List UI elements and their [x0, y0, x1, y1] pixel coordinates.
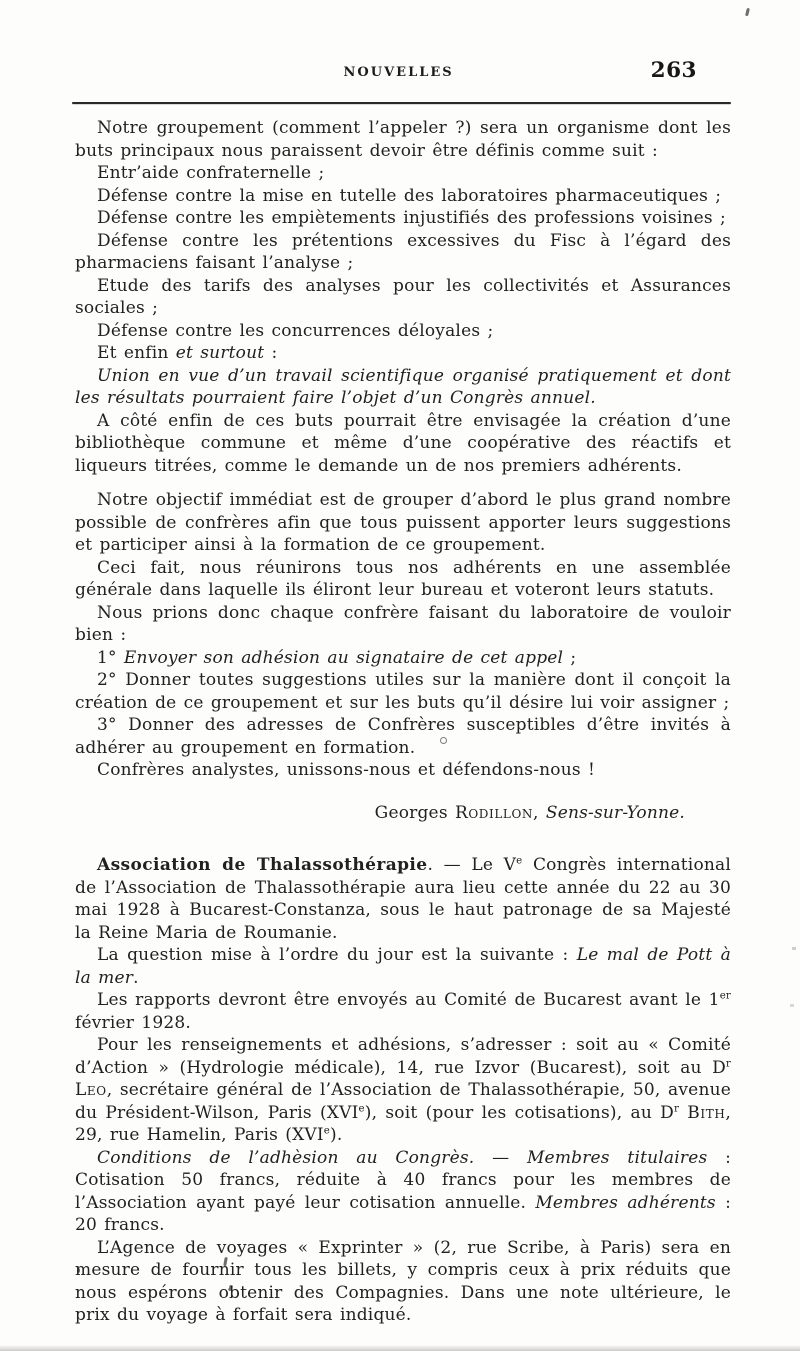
- scan-bottom-edge: [0, 1345, 800, 1351]
- item-tutelle: Défense contre la mise en tutelle des laboratoires pharmaceutiques ;: [97, 185, 722, 206]
- item-concurrences: Défense contre les concurrences déloyales ;: [97, 320, 494, 341]
- item-tarifs: Etude des tarifs des analyses pour les collectivités et Assurances sociales ;: [75, 275, 731, 318]
- union-statement: Union en vue d’un travail scientifique organisé pratiquement et dont les résultats pourraient faire l’objet d’un Congrès annuel.: [75, 365, 731, 408]
- intro-paragraph: Notre groupement (comment l’appeler ?) sera un organisme dont les buts principaux nous paraissent devoir être définis comme suit :: [75, 118, 731, 161]
- page-number: 263: [650, 58, 697, 83]
- scan-speck: [792, 947, 796, 950]
- scan-speck: [790, 1004, 794, 1007]
- running-head: [75, 58, 731, 104]
- bibliotheque-paragraph: A côté enfin de ces buts pourrait être envisagée la création d’une bibliothèque commune et même d’une coopérative des réactifs et liqueurs titrées, comme le demande un de nos premiers adhérents.: [75, 410, 731, 476]
- running-title: NOUVELLES: [343, 65, 454, 80]
- conditions-paragraph: Conditions de l’adhèsion au Congrès. — Membres titulaires : Cotisation 50 francs, réduite à 40 francs pour les membres de l’Association ayant payé leur cotisation annuelle. Membres adhérents : 20 francs.: [75, 1147, 731, 1235]
- item-empietements: Défense contre les empiètements injustifiés des professions voisines ;: [97, 208, 726, 228]
- prions-paragraph: Nous prions donc chaque confrère faisant du laboratoire de vouloir bien :: [75, 602, 731, 645]
- item-et-enfin: Et enfin et surtout :: [97, 343, 278, 363]
- thalassotherapie-lead: Association de Thalassothérapie. — Le Ve Congrès international de l’Association de Thalassothérapie aura lieu cette année du 22 au 30 mai 1928 à Bucarest-Constanza, sous le haut patronage de sa Majesté la Reine Maria de Roumanie.: [75, 855, 731, 943]
- page-body: [75, 117, 731, 1327]
- renseignements-paragraph: Pour les renseignements et adhésions, s’adresser : soit au « Comité d’Action » (Hydrologie médicale), 14, rue Izvor (Bucarest), soit au $D^r$ Leo, secrétaire général de l’Association de Thalassothérapie, 50, avenue du Président-Wilson, Paris (XVIe), soit (pour les cotisations), au $D^r$ Bith, 29, rue Hamelin, Paris (XVIe).: [75, 1035, 731, 1145]
- header-rule: [72, 102, 731, 105]
- appel-final: Confrères analystes, unissons-nous et défendons-nous !: [97, 760, 596, 780]
- text-column: [75, 58, 731, 1327]
- assemblee-paragraph: Ceci fait, nous réunirons tous nos adhérents en une assemblée générale dans laquelle ils éliront leur bureau et voteront leurs statuts.: [75, 557, 731, 600]
- rapports-paragraph: Les rapports devront être envoyés au Comité de Bucarest avant le 1er février 1928.: [75, 990, 731, 1033]
- scan-speck: [745, 8, 749, 16]
- ordre-du-jour: La question mise à l’ordre du jour est la suivante : Le mal de Pott à la mer.: [75, 945, 731, 988]
- signature: Georges Rodillon, Sens-sur-Yonne.: [374, 802, 685, 823]
- point-1: 1° Envoyer son adhésion au signataire de cet appel ;: [97, 647, 577, 668]
- point-3: 3° Donner des adresses de Confrères susceptibles d’être invités à adhérer au groupement en formation.: [75, 715, 731, 758]
- item-entraide: Entr’aide confraternelle ;: [97, 163, 325, 183]
- objectif-paragraph: Notre objectif immédiat est de grouper d’abord le plus grand nombre possible de confrères afin que tous puissent apporter leurs suggestions et participer ainsi à la formation de ce groupement.: [75, 490, 731, 555]
- item-fisc: Défense contre les prétentions excessives du Fisc à l’égard des pharmaciens faisant l’analyse ;: [75, 230, 731, 273]
- point-2: 2° Donner toutes suggestions utiles sur la manière dont il conçoit la création de ce groupement et sur les buts qu’il désire lui voir assigner ;: [75, 670, 731, 713]
- agence-paragraph: L’Agence de voyages « Exprinter » (2, rue Scribe, à Paris) sera en mesure de fournir tous les billets, y compris ceux à prix réduits que nous espérons obtenir des Compagnies. Dans une note ultérieure, le prix du voyage à forfait sera indiqué.: [75, 1237, 731, 1325]
